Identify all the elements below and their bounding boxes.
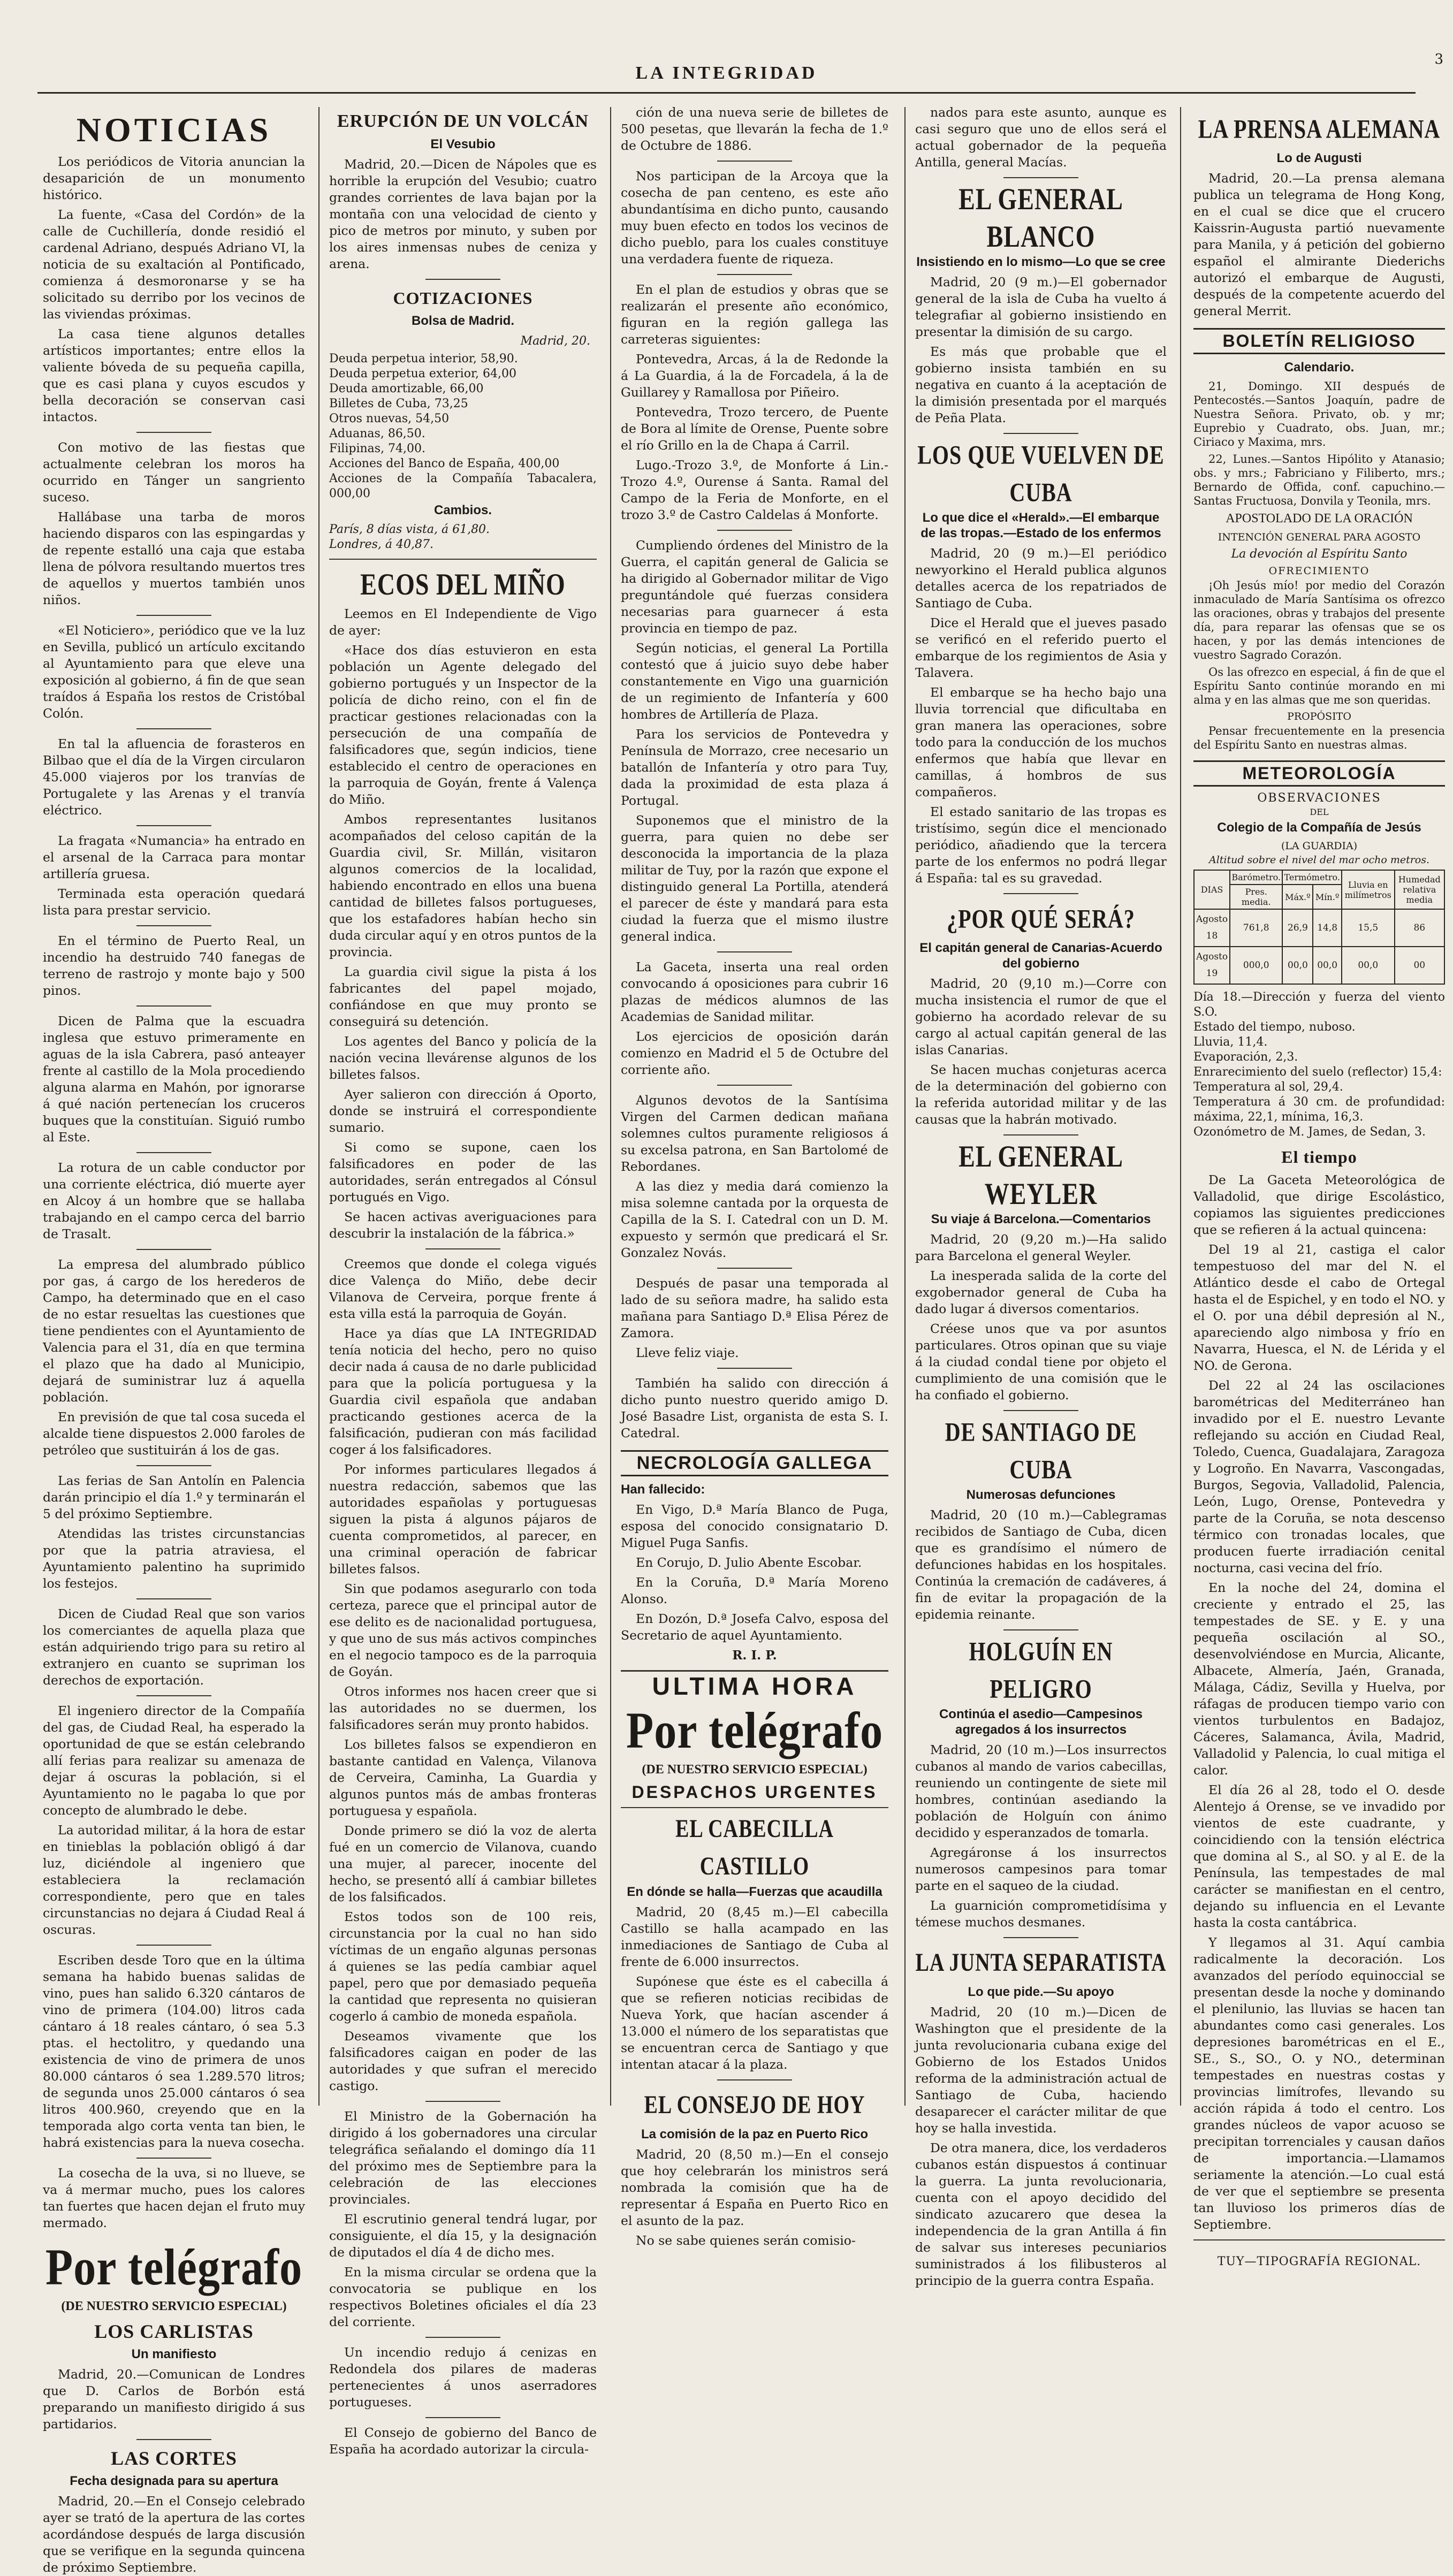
- column-divider: [1180, 107, 1181, 2106]
- separator: [136, 1945, 211, 1946]
- tiempo-title: El tiempo: [1281, 1147, 1357, 1167]
- news-paragraph: En tal la afluencia de forasteros en Bilbao que el día de la Virgen circularon 45.000 viajeros por los tranvías de Portugalete y las Arenas y el tranvía eléctrico.: [43, 736, 305, 818]
- table-cell: 761,8: [1230, 909, 1282, 947]
- ecos-paragraph: La guardia civil sigue la pista á los fabricantes del papel mojado, confiándose en que muy pronto se conseguirá su detención.: [329, 964, 597, 1029]
- news-paragraph: ción de una nueva serie de billetes de 500 pesetas, que llevarán la fecha de 1.º de Octubre de 1886.: [621, 105, 888, 153]
- calendario-entry: 22, Lunes.—Santos Hipólito y Atanasio; obs. y mrs.; Fabriciano y Filiberto, mrs.; Bernardo de Offida, conf. capuchino.—Santas Fructuosa, Donvila y Teonila, mrs.: [1193, 453, 1445, 507]
- news-paragraph: Pontevedra, Arcas, á la de Redonde la á La Guardia, á la de Forcadela, á la de Guillarey y Ramallosa por Piñeiro.: [621, 352, 888, 400]
- separator: [717, 1085, 792, 1086]
- observaciones-label: OBSERVACIONES: [1257, 791, 1381, 805]
- carlistas-title: LOS CARLISTAS: [94, 2321, 254, 2342]
- separator: [621, 1807, 888, 1808]
- tiempo-paragraph: Del 19 al 21, castiga el calor tempestuoso del mar del N. el Atlántico desde el cabo de Ortegal hasta el de Espichel, y en todo el NO. y el O. por una débil depresión al N., apareciendo algo nimbosa y frío en Navarra, Huesca, el N. de Lérida y el NO. de Gerona.: [1193, 1242, 1445, 1373]
- news-paragraph: La fragata «Numancia» ha entrado en el arsenal de la Carraca para montar artillería gruesa.: [43, 833, 305, 881]
- separator: [1003, 177, 1078, 178]
- quote-row: Aduanas, 86,50.: [329, 427, 425, 440]
- volcan-title: ERUPCIÓN DE UN VOLCÁN: [337, 111, 589, 131]
- meteorologia-title: METEOROLOGÍA: [1193, 760, 1445, 787]
- separator: [1003, 433, 1078, 434]
- column-4: [915, 104, 1167, 2288]
- ecos-paragraph: Estos todos son de 100 reis, circunstancia por la cual no han sido víctimas de un engaño algunas personas á quienes se las pedía cambiar aquel papel, pero que por demasiado pequeña la cantidad que representa no quisieran cogerlo á cambio de moneda española.: [329, 1909, 597, 2024]
- ecos-paragraph: Se hacen activas averiguaciones para descubrir la instalación de la fábrica.»: [329, 1209, 597, 1241]
- news-paragraph: Algunos devotos de la Santísima Virgen del Carmen dedican mañana solemnes cultos puramente religiosos á su excelsa patrona, en San Bartolomé de Rebordanes.: [621, 1093, 888, 1174]
- separator: [136, 825, 211, 826]
- vuelven-subtitle: Lo que dice el «Herald».—El embarque de las tropas.—Estado de los enfermos: [921, 510, 1161, 540]
- ecos-paragraph: Por informes particulares llegados á nuestra redacción, sabemos que las autoridades españolas y portuguesas siguen la pista á algunos pájaros de cuenta comprometidos, al parecer, en una criminal operación de fabricar billetes falsos.: [329, 1462, 597, 1576]
- table-header-termometro: Termómetro.: [1282, 870, 1342, 885]
- ecos-paragraph: Leemos en El Independiente de Vigo de ayer:: [329, 606, 597, 638]
- news-paragraph: Dicen de Palma que la escuadra inglesa que estuvo primeramente en aguas de la isla Cabrera, pasó anteayer frente al castillo de la Mola procediendo alguna alarma en Mahón, por ignorarse á qué nación pertenecían los cruceros buques que la constituían. Siguió rumbo al Este.: [43, 1013, 305, 1145]
- table-header-lluvia: Lluvia en milímetros: [1342, 870, 1395, 909]
- consejo-title: EL CONSEJO DE HOY: [644, 2091, 865, 2120]
- table-cell: 00,0: [1342, 947, 1395, 984]
- news-paragraph: La autoridad militar, á la hora de estar en tinieblas la población obligó á dar luz, diciéndole al ingeniero que estableciera la reclamación correspondiente, pero que en tales circunstancias no dejara á Ciudad Real á oscuras.: [43, 1823, 305, 1937]
- table-row: [1194, 947, 1444, 984]
- meteo-line: Evaporación, 2,3.: [1193, 1050, 1298, 1064]
- cortes-body: Madrid, 20.—En el Consejo celebrado ayer se trató de la apertura de las cortes acordándose después de larga discusión que se verifique en la segunda quincena de próximo Septiembre.: [43, 2494, 305, 2575]
- separator: [136, 432, 211, 433]
- weyler-paragraph: La inesperada salida de la corte del exgobernador general de Cuba ha dado lugar á diversos comentarios.: [915, 1268, 1167, 1316]
- table-cell: 000,0: [1230, 947, 1282, 984]
- apostolado-title: APOSTOLADO DE LA ORACIÓN: [1226, 512, 1413, 525]
- cambios-title: Cambios.: [433, 503, 492, 517]
- ecos-paragraph: Deseamos vivamente que los falsificadores caigan en poder de las autoridades y que sufran el merecido castigo.: [329, 2029, 597, 2093]
- news-paragraph: Los ejercicios de oposición darán comienzo en Madrid el 5 de Octubre del corriente año.: [621, 1029, 888, 1077]
- weyler-title: EL GENERAL WEYLER: [958, 1139, 1123, 1211]
- junta-subtitle: Lo que pide.—Su apoyo: [968, 1985, 1114, 1999]
- separator: [1003, 1937, 1078, 1938]
- ecos-paragraph: «Hace dos días estuvieron en esta población un Agente delegado del gobierno portugués y un Inspector de la policía de dicho reino, con el fin de practicar gestiones relacionadas con la persecución de una compañía de falsificadores que, según indicios, tiene establecido el centro de operaciones en la parroquia de Goyán, frente á Valença do Miño.: [329, 643, 597, 807]
- tiempo-paragraph: Del 22 al 24 las oscilaciones barométricas del Mediterráneo han invadido por el E. nuestro Levante reflejando su acción en Ciudad Real, Toledo, Cuenca, Guadalajara, Zaragoza y Logroño. En Navarra, Vascongadas, Burgos, Segovia, Valladolid, Palencia, León, Lugo, Orense, Pontevedra y parte de la Coruña, se nota descenso térmico con tronadas locales, que producen fuerte irradiación cenital nocturna, casi vecina del frío.: [1193, 1378, 1445, 1575]
- santiago-subtitle: Numerosas defunciones: [966, 1488, 1116, 1502]
- ecos-paragraph: Ayer salieron con dirección á Oporto, donde se instruirá el correspondiente sumario.: [329, 1087, 597, 1135]
- volcan-body: Madrid, 20.—Dicen de Nápoles que es horrible la erupción del Vesubio; cuatro grandes corrientes de lava bajan por la montaña con una velocidad de ciento y pico de metros por minuto, y suben por los aires inmensas nubes de ceniza y arena.: [329, 157, 597, 271]
- meteo-line: Temperatura al sol, 29,4.: [1193, 1080, 1343, 1094]
- castillo-subtitle: En dónde se halla—Fuerzas que acaudilla: [627, 1885, 883, 1899]
- separator: [1003, 1410, 1078, 1411]
- ultima-telegraph: Por telégrafo: [626, 1702, 884, 1759]
- cortes-subtitle: Fecha designada para su apertura: [70, 2474, 278, 2488]
- boletin-title: BOLETÍN RELIGIOSO: [1193, 328, 1445, 354]
- table-header-humedad: Humedad relativa media: [1395, 870, 1444, 909]
- meteo-line: Ozonómetro de M. James, de Sedan, 3.: [1193, 1125, 1426, 1139]
- meteo-line: Estado del tiempo, nuboso.: [1193, 1020, 1356, 1034]
- telegraph-heading: Por telégrafo: [45, 2238, 303, 2296]
- ecos-paragraph: Donde primero se dió la voz de alerta fué en un comercio de Vilanova, cuando una mujer, al parecer, inocente del hecho, se presentó allí á cambiar billetes de los falsificados.: [329, 1823, 597, 1904]
- quote-row: Filipinas, 74,00.: [329, 442, 426, 455]
- separator: [136, 1465, 211, 1466]
- separator: [717, 2079, 792, 2080]
- cortes-title: LAS CORTES: [111, 2448, 237, 2469]
- guardia-label: (LA GUARDIA): [1281, 840, 1358, 852]
- separator: [136, 1005, 211, 1007]
- porque-subtitle: El capitán general de Canarias-Acuerdo del gobierno: [919, 941, 1162, 971]
- consejo-paragraph: No se sabe quienes serán comisio-: [636, 2233, 856, 2248]
- news-paragraph: En previsión de que tal cosa suceda el alcalde tiene dispuestos 2.000 faroles de petróleo que sustituirán á los de gas.: [43, 1409, 305, 1458]
- news-paragraph: Hallábase una tarba de moros haciendo disparos con las espingardas y de repente estalló una caja que estaba llena de pólvora resultando muertos tres de aquellos y muertos también unos niños.: [43, 509, 305, 607]
- consejo-paragraph: Madrid, 20 (8,50 m.)—En el consejo que hoy celebrarán los ministros será nombrada la comisión que ha de representar á España en Puerto Rico en el asunto de la paz.: [621, 2147, 888, 2228]
- tiempo-paragraph: En la noche del 24, domina el creciente y entrado el 25, las tempestades de SE. y E. y una pequeña oscilación al SO., desenvolviéndose en Murcia, Alicante, Albacete, Almería, Jaén, Granada, Málaga, Cádiz, Sevilla y Huelva, por ráfagas de producen tiempo vario con vientos turbulentos en Badajoz, Cáceres, Salamanca, Ávila, Madrid, Valladolid y Palencia, lo cual mitiga el calor.: [1193, 1580, 1445, 1778]
- news-paragraph: Terminada esta operación quedará lista para prestar servicio.: [43, 886, 305, 918]
- newspaper-title: LA INTEGRIDAD: [635, 63, 818, 83]
- news-paragraph: Escriben desde Toro que en la última semana ha habido buenas salidas de vino, pues han salido 6.320 cántaros de vino de primera (104.00) litros cada cántaro á 18 reales cántaro, ó sea 5.3 ptas. el hectolitro, y quedando una existencia de vino de primera de unos 80.000 cántaros ó sea 1.289.570 litros; de segunda unos 25.000 cántaros ó sea litros 400.960, creyendo que en la temporada algo corta venta tan bien, le habrá existencias para la nueva cosecha.: [43, 1953, 305, 2150]
- table-cell: 00,0: [1313, 947, 1342, 984]
- necrologia-title: NECROLOGÍA GALLEGA: [621, 1450, 888, 1476]
- meteo-line: Lluvia, 11,4.: [1193, 1035, 1268, 1049]
- news-paragraph: Según noticias, el general La Portilla contestó que á juicio suyo debe haber constantemente en Vigo una guarnición de un regimiento de Infantería y 600 hombres de Artillería de Plaza.: [621, 641, 888, 722]
- prensa-body: Madrid, 20.—La prensa alemana publica un telegrama de Hong Kong, en el cual se dice que el crucero Kaissrin-Augusta partió nuevamente para Manila, y á petición del gobierno español el almirante Diederichs autorizó el embarque de Augusti, después de la competente acuerdo del general Merrit.: [1193, 171, 1445, 318]
- vuelven-paragraph: Dice el Herald que el jueves pasado se verificó en el referido puerto el embarque de los regimientos de Asia y Talavera.: [915, 615, 1167, 680]
- ecos-paragraph: Creemos que donde el colega vigués dice Valença do Miño, debe decir Vilanova de Cerveira, porque frente á esta villa está la parroquia de Goyán.: [329, 1256, 597, 1321]
- news-paragraph: En el término de Puerto Real, un incendio ha destruido 740 fanegas de terreno de rastrojo y monte bajo y 500 pinos.: [43, 933, 305, 998]
- necrologia-entry: En la Coruña, D.ª María Moreno Alonso.: [621, 1575, 888, 1606]
- table-cell: 00: [1395, 947, 1444, 984]
- news-paragraph: También ha salido con dirección á dicho punto nuestro querido amigo D. José Basadre List, organista de esta S. I. Catedral.: [621, 1376, 888, 1441]
- quote-row: Otros nuevas, 54,50: [329, 412, 450, 425]
- necrologia-intro: Han fallecido:: [621, 1482, 705, 1497]
- vuelven-paragraph: El embarque se ha hecho bajo una lluvia torrencial que dificultaba en gran manera las operaciones, sobre todo para la conducción de los muchos enfermos que había que llevar en camillas, á hombros de sus compañeros.: [915, 685, 1167, 799]
- porque-title: ¿POR QUÉ SERÁ?: [947, 903, 1135, 934]
- table-header-min: Mín.º: [1313, 885, 1342, 909]
- cambio-row: París, 8 días vista, á 61,80.: [329, 523, 490, 536]
- news-paragraph: Nos participan de la Arcoya que la cosecha de pan centeno, es este año abundantísima en dicho punto, causando muy buen efecto en todos los vecinos de dicho pueblo, para los cuales constituye una verdadera fuente de riqueza.: [621, 169, 888, 266]
- cambio-row: Londres, á 40,87.: [329, 538, 434, 551]
- ultima-hora-banner: ULTIMA HORA: [652, 1672, 857, 1700]
- meteo-line: Temperatura á 30 cm. de profundidad: máxima, 22,1, mínima, 16,3.: [1193, 1095, 1445, 1124]
- table-cell: 26,9: [1282, 909, 1313, 947]
- despachos-urgentes: DESPACHOS URGENTES: [632, 1782, 878, 1802]
- news-paragraph: Cumpliendo órdenes del Ministro de la Guerra, el capitán general de Galicia se ha dirigido al Gobernador militar de Vigo preguntándole qué fuerzas considera necesarias para guarnecer á esta provincia en tiempo de paz.: [621, 538, 888, 636]
- separator: [1003, 893, 1078, 894]
- separator: [425, 2417, 500, 2418]
- intencion-label: INTENCIÓN GENERAL PARA AGOSTO: [1218, 531, 1421, 543]
- ultima-service: (DE NUESTRO SERVICIO ESPECIAL): [642, 1763, 868, 1777]
- cotizaciones-list: [329, 352, 597, 501]
- quote-row: Deuda perpetua interior, 58,90.: [329, 352, 518, 365]
- holguin-paragraph: La guarnición comprometidísima y témese muchos desmanes.: [915, 1898, 1167, 1930]
- telegraph-service: (DE NUESTRO SERVICIO ESPECIAL): [61, 2299, 287, 2313]
- ecos-paragraph: El escrutinio general tendrá lugar, por consiguiente, el día 15, y la designación de diputados el día 4 de dicho mes.: [329, 2212, 597, 2260]
- news-paragraph: Después de pasar una temporada al lado de su señora madre, ha salido esta mañana para Santiago D.ª Elisa Pérez de Zamora.: [621, 1276, 888, 1340]
- quote-row: Billetes de Cuba, 73,25: [329, 397, 468, 410]
- news-paragraph: Para los servicios de Pontevedra y Península de Morrazo, cree necesario un batallón de Infantería y otro para Tuy, dada la proximidad de esta plaza á Portugal.: [621, 727, 888, 808]
- table-cell: 15,5: [1342, 909, 1395, 947]
- meteo-line: Enrarecimiento del suelo (reflector) 15,4:: [1193, 1065, 1442, 1079]
- calendario-entry: 21, Domingo. XII después de Pentecostés.—Santos Joaquín, padre de Nuestra Señora. Privato, ob. y mr; Euprebio y Cuadrato, obs. Juan, mr.; Ciriaco y Maxima, mrs.: [1193, 380, 1445, 448]
- meteo-line: Día 18.—Dirección y fuerza del viento S.O.: [1193, 990, 1445, 1019]
- ecos-paragraph: Un incendio redujo á cenizas en Redondela dos pilares de maderas pertenecientes á unos aserradores portugueses.: [329, 2345, 597, 2410]
- news-paragraph: Suponemos que el ministro de la guerra, para quien no debe ser desconocida la importancia de la plaza militar de Tuy, por la razón que expone el distinguido general La Portilla, atenderá el parecer de éste y mandará para esta ciudad la fuerza que el mismo ilustre general indica.: [621, 813, 888, 944]
- carlistas-subtitle: Un manifiesto: [131, 2347, 217, 2361]
- separator: [1193, 2239, 1445, 2240]
- separator: [425, 1248, 500, 1249]
- quote-row: Deuda perpetua exterior, 64,00: [329, 367, 517, 380]
- news-paragraph: A las diez y media dará comienzo la misa solemne cantada por la orquesta de Capilla de la S. I. Catedral con un D. M. expuesto y sermón que predicará el Sr. Gonzalez Novás.: [621, 1179, 888, 1260]
- colegio-label: Colegio de la Compañía de Jesús: [1217, 820, 1421, 835]
- column-divider: [610, 107, 611, 2106]
- table-row: [1194, 909, 1444, 947]
- separator: [1003, 1629, 1078, 1630]
- del-label: DEL: [1310, 807, 1329, 817]
- ecos-paragraph: El Ministro de la Gobernación ha dirigido á los gobernadores una circular telegráfica señalando el domingo día 11 del próximo mes de Septiembre para la celebración de las elecciones provinciales.: [329, 2109, 597, 2207]
- ecos-title: ECOS DEL MIÑO: [360, 567, 566, 601]
- separator: [717, 161, 792, 162]
- separator: [425, 2101, 500, 2102]
- calendario-heading: Calendario.: [1284, 360, 1355, 375]
- quote-row: Acciones de la Compañía Tabacalera, 000,00: [329, 472, 597, 500]
- holguin-paragraph: Madrid, 20 (10 m.)—Los insurrectos cubanos al mando de varios cabecillas, reuniendo un contingente de siete mil hombres, continúan asediando la población de Holguín con ánimo decidido y esperanzados de tomarla.: [915, 1742, 1167, 1840]
- ecos-paragraph: Sin que podamos asegurarlo con toda certeza, parece que el principal autor de ese delito es de nacionalidad portuguesa, y que uno de sus más activos compinches en el negocio tampoco es de la parroquia de Goyán.: [329, 1581, 597, 1679]
- news-paragraph: La empresa del alumbrado público por gas, á cargo de los herederos de Campo, ha determinado que en el caso de no estar resueltas las cuestiones que tiene pendientes con el Ayuntamiento de Valencia para el 31, día en que termina el plazo que ha dado al Municipio, dejará de suministrar luz á aquella población.: [43, 1257, 305, 1405]
- ecos-paragraph: Hace ya días que LA INTEGRIDAD tenía noticia del hecho, pero no quiso decir nada á causa de no darle publicidad para que la policía portuguesa y la Guardia civil española que andaban practicando gestiones acerca de la falsificación, pudieran con más facilidad coger á los falsificadores.: [329, 1326, 597, 1457]
- ecos-paragraph: Si como se supone, caen los falsificadores en poder de las autoridades, serán entregados al Cónsul portugués en Vigo.: [329, 1140, 597, 1205]
- holguin-title: HOLGUÍN EN PELIGRO: [969, 1636, 1113, 1704]
- news-paragraph: El ingeniero director de la Compañía del gas, de Ciudad Real, ha esperado la oportunidad de que se están celebrando allí ferias para realizar su amenaza de dejar á oscuras la población, si el Ayuntamiento no le pagaba lo que por concepto de alumbrado le debe.: [43, 1703, 305, 1818]
- weather-table: [1193, 870, 1445, 985]
- blanco-subtitle: Insistiendo en lo mismo—Lo que se cree: [916, 255, 1166, 269]
- news-paragraph: Los periódicos de Vitoria anuncian la desaparición de un monumento histórico.: [43, 154, 305, 202]
- proposito-label: PROPÓSITO: [1287, 711, 1351, 722]
- blanco-title: EL GENERAL BLANCO: [958, 181, 1123, 254]
- blanco-paragraph: Madrid, 20 (9 m.)—El gobernador general de la isla de Cuba ha vuelto á telegrafiar al gobierno insistiendo en presentar la dimisión de su cargo.: [915, 275, 1167, 339]
- separator: [136, 925, 211, 926]
- cotizaciones-title: COTIZACIONES: [393, 288, 533, 308]
- blanco-paragraph: Es más que probable que el gobierno insista también en su negativa en cuanto á la aceptación de la dimisión presentada por el marqués de Peña Plata.: [915, 344, 1167, 425]
- cotizaciones-dateline: Madrid, 20.: [520, 334, 590, 348]
- weyler-paragraph: Madrid, 20 (9,20 m.)—Ha salido para Barcelona el general Weyler.: [915, 1232, 1167, 1263]
- junta-paragraph: De otra manera, dice, los verdaderos cubanos están dispuestos á continuar la guerra. La junta revolucionaria, cuenta con el apoyo decidido del sindicato azucarero que desea la independencia de la gran Antilla á fin de salvar sus intereses pecuniarios suministrados á los filibusteros al principio de la guerra contra España.: [915, 2140, 1167, 2288]
- table-header-barometro: Barómetro.: [1230, 870, 1282, 885]
- prensa-subtitle: Lo de Augusti: [1276, 151, 1362, 165]
- news-paragraph: La rotura de un cable conductor por una corriente eléctrica, dió muerte ayer en Alcoy á un hombre que se hallaba trabajando en el campo cerca del barrio de Trasalt.: [43, 1160, 305, 1241]
- news-paragraph: Con motivo de las fiestas que actualmente celebran los moros ha ocurrido en Tánger un sangriento suceso.: [43, 440, 305, 505]
- ecos-paragraph: Los agentes del Banco y policía de la nación vecina llevárense algunos de los billetes falsos.: [329, 1034, 597, 1082]
- news-paragraph: Pontevedra, Trozo tercero, de Puente de Bora al límite de Orense, Puente sobre el río Grillo en la de Chapa á Carril.: [621, 405, 888, 453]
- separator: [717, 1368, 792, 1369]
- printer-footer: TUY—TIPOGRAFÍA REGIONAL.: [1217, 2255, 1421, 2268]
- table-cell: 86: [1395, 909, 1444, 947]
- quote-row: Deuda amortizable, 66,00: [329, 382, 484, 395]
- castillo-paragraph: Supónese que éste es el cabecilla á que se refieren noticias recibidas de Nueva York, que hacían ascender á 13.000 el número de los separatistas que se encuentran cerca de Santiago y que intentan atacar á la plaza.: [621, 1974, 888, 2072]
- news-paragraph: La fuente, «Casa del Cordón» de la calle de Cuchillería, donde residió el cardenal Adriano, después Adriano VI, la noticia de su exaltación al Pontificado, comienza á desmoronarse y se ha solicitado su derribo por los vecinos de las viviendas próximas.: [43, 207, 305, 322]
- header-divider: [37, 92, 1416, 94]
- news-paragraph: Lleve feliz viaje.: [636, 1345, 739, 1360]
- proposito-text: Pensar frecuentemente en la presencia del Espíritu Santo en nuestras almas.: [1193, 725, 1445, 751]
- column-divider: [904, 107, 906, 2106]
- ofrecimiento-label: OFRECIMIENTO: [1268, 565, 1370, 577]
- necrologia-entry: En Dozón, D.ª Josefa Calvo, esposa del Secretario de aquel Ayuntamiento.: [621, 1611, 888, 1643]
- separator: [717, 1268, 792, 1269]
- table-header-presion: Pres. media.: [1230, 885, 1282, 909]
- separator: [1003, 1134, 1078, 1135]
- ecos-paragraph: Los billetes falsos se expendieron en bastante cantidad en Valença, Vilanova de Cerveira, Caminha, La Guardia y algunos puntos más de ambas fronteras portuguesa y española.: [329, 1737, 597, 1818]
- separator: [136, 1249, 211, 1250]
- separator: [136, 1695, 211, 1696]
- ecos-paragraph: El Consejo de gobierno del Banco de España ha acordado autorizar la circula-: [329, 2425, 597, 2457]
- news-paragraph: Dicen de Ciudad Real que son varios los comerciantes de aquella plaza que están adquiriendo trigo para su retiro al extranjero en cuanto se supriman los derechos de exportación.: [43, 1606, 305, 1688]
- tiempo-paragraph: El día 26 al 28, todo el O. desde Alentejo á Orense, se ve invadido por vientos de este cuadrante, y coincidiendo con la tensión eléctrica que domina al S., al SO. y al E. de la Península, las tempestades de mal carácter se manifiestan en el centro, dejando su influencia en el Levante hasta la costa cantábrica.: [1193, 1782, 1445, 1930]
- column-1: [43, 104, 305, 2575]
- column-5: [1193, 104, 1445, 2268]
- separator: [717, 274, 792, 275]
- separator: [621, 1670, 888, 1672]
- holguin-paragraph: Agregáronse á los insurrectos numerosos campesinos para tomar parte en el saqueo de la ciudad.: [915, 1845, 1167, 1893]
- noticias-heading: NOTICIAS: [76, 111, 272, 149]
- separator: [136, 1152, 211, 1153]
- intencion-subtitle: La devoción al Espíritu Santo: [1231, 547, 1408, 561]
- weyler-subtitle: Su viaje á Barcelona.—Comentarios: [931, 1212, 1151, 1226]
- news-paragraph: La Gaceta, inserta una real orden convocando á oposiciones para cubrir 16 plazas de médicos alumnos de las Academias de Sanidad militar.: [621, 959, 888, 1024]
- carlistas-body: Madrid, 20.—Comunican de Londres que D. Carlos de Borbón está preparando un manifiesto dirigido á sus partidarios.: [43, 2367, 305, 2432]
- vuelven-title: LOS QUE VUELVEN DE CUBA: [917, 439, 1165, 507]
- separator: [717, 951, 792, 952]
- separator: [136, 2158, 211, 2159]
- news-paragraph: La casa tiene algunos detalles artísticos importantes; entre ellos la valiente bóveda de su pequeña capilla, que es casi plana y cuyos escudos y bella decoración se conservan casi intactos.: [43, 326, 305, 424]
- vuelven-paragraph: Madrid, 20 (9 m.)—El periódico newyorkino el Herald publica algunos detalles acerca de los repatriados de Santiago de Cuba.: [915, 546, 1167, 611]
- ecos-paragraph: En la misma circular se ordena que la convocatoria se publique en los respectivos Boletines oficiales el día 23 del corriente.: [329, 2265, 597, 2329]
- separator: [717, 530, 792, 531]
- separator: [329, 559, 597, 560]
- separator: [136, 615, 211, 616]
- separator: [425, 2337, 500, 2338]
- quote-row: Acciones del Banco de España, 400,00: [329, 457, 560, 470]
- separator: [136, 728, 211, 729]
- ecos-paragraph: Otros informes nos hacen creer que si las autoridades no se duermen, los falsificadores serán muy pronto habidos.: [329, 1684, 597, 1732]
- vuelven-paragraph: El estado sanitario de las tropas es tristísimo, según dice el mencionado periódico, añadiendo que la tercera parte de los enfermos no podrá llegar á España: tal es su gravedad.: [915, 804, 1167, 886]
- santiago-title: DE SANTIAGO DE CUBA: [945, 1416, 1137, 1484]
- rip: R. I. P.: [732, 1648, 777, 1663]
- porque-paragraph: Se hacen muchas conjeturas acerca de la determinación del gobierno con la referida autoridad militar y de las causas que la habrán motivado.: [915, 1062, 1167, 1127]
- column-2: [329, 104, 597, 2457]
- separator: [425, 279, 500, 280]
- castillo-title: EL CABECILLA CASTILLO: [675, 1815, 834, 1881]
- oracion-text: ¡Oh Jesús mío! por medio del Corazón inmaculado de María Santísima os ofrezco las oraciones, obras y trabajos del presente día, para reparar las ofensas que se os hacen, y por las demás intenciones de vuestro Sagrado Corazón.: [1193, 579, 1445, 661]
- separator: [136, 1598, 211, 1599]
- ecos-paragraph: Ambos representantes lusitanos acompañados del celoso capitán de la Guardia civil, Sr. Millán, visitaron algunos comercios de la localidad, habiendo encontrado en ellos una buena cantidad de billetes falsos portugueses, que los estafadores habían hecho sin duda circular aquí y en otros puntos de la provincia.: [329, 812, 597, 959]
- prensa-title: LA PRENSA ALEMANA: [1198, 113, 1441, 144]
- porque-paragraph: Madrid, 20 (9,10 m.)—Corre con mucha insistencia el rumor de que el gobierno ha acordado relevar de su cargo al actual capitán general de las islas Canarias.: [915, 976, 1167, 1057]
- santiago-paragraph: Madrid, 20 (10 m.)—Cablegramas recibidos de Santiago de Cuba, dicen que es grandísimo el número de defunciones habidas en los hospitales. Continúa la cremación de cadáveres, á fin de evitar la propagación de la epidemia reinante.: [915, 1507, 1167, 1622]
- column-3: [621, 104, 888, 2248]
- table-cell: Agosto 18: [1194, 909, 1230, 947]
- news-paragraph: nados para este asunto, aunque es casi seguro que uno de ellos será el actual gobernador de la pequeña Antilla, general Macías.: [915, 105, 1167, 170]
- junta-paragraph: Madrid, 20 (10 m.)—Dicen de Washington que el presidente de la junta revolucionaria cubana exige del Gobierno de los Estados Unidos reforma de la administración actual de Santiago de Cuba, haciendo desaparecer el carácter militar de que hoy se halla investida.: [915, 2005, 1167, 2136]
- oracion-text-2: Os las ofrezco en especial, á fin de que el Espíritu Santo continúe morando en mi alma y en las almas que me son queridas.: [1193, 666, 1445, 706]
- holguin-subtitle: Continúa el asedio—Campesinos agregados á los insurrectos: [939, 1707, 1143, 1737]
- table-header-dias: DIAS: [1194, 870, 1230, 909]
- cotizaciones-subtitle: Bolsa de Madrid.: [411, 314, 515, 328]
- consejo-subtitle: La comisión de la paz en Puerto Rico: [641, 2127, 869, 2141]
- news-paragraph: Lugo.-Trozo 3.º, de Monforte á Lin.-Trozo 4.º, Ourense á Santa. Ramal del Campo de la Feria de Monforte, en el trozo 3.º de Castro Caldelas á Monforte.: [621, 458, 888, 522]
- table-cell: 14,8: [1313, 909, 1342, 947]
- tiempo-paragraph: Y llegamos al 31. Aquí cambia radicalmente la decoración. Los avanzados del período equinoccial se presentan desde la noche y dominando el plenilunio, las lluvias se hacen tan abundantes como casi generales. Los depresiones barométricas en el E., SE., S., SO., O. y NO., determinan tempestades en nuestras costas y provincias limítrofes, llevando su acción rápida á todo el centro. Los grandes núcleos de vapor acuoso se precipitan torrenciales y causan daños de importancia.—Llamamos seriamente la atención.—Lo cual está de ver que el septiembre se presenta tan lluvioso los primeros días de Septiembre.: [1193, 1935, 1445, 2232]
- volcan-subtitle: El Vesubio: [430, 137, 496, 151]
- table-cell: Agosto 19: [1194, 947, 1230, 984]
- news-paragraph: Atendidas las tristes circunstancias por que la patria atraviesa, el Ayuntamiento palentino ha suprimido los festejos.: [43, 1526, 305, 1591]
- page-number: 3: [1434, 51, 1443, 67]
- noticias-body: [43, 154, 305, 2231]
- necrologia-entry: En Corujo, D. Julio Abente Escobar.: [636, 1555, 862, 1570]
- news-paragraph: Las ferias de San Antolín en Palencia darán principio el día 1.º y terminarán el 5 del próximo Septiembre.: [43, 1473, 305, 1521]
- junta-title: LA JUNTA SEPARATISTA: [915, 1948, 1167, 1977]
- column-divider: [318, 107, 319, 2106]
- tiempo-paragraph: De La Gaceta Meteorológica de Valladolid, que dirige Escolástico, copiamos las siguientes predicciones que se refieren á la actual quincena:: [1193, 1172, 1445, 1237]
- weyler-paragraph: Créese unos que va por asuntos particulares. Otros opinan que su viaje á la ciudad condal tiene por objeto el cumplimiento de una comisión que le ha confiado el gobierno.: [915, 1321, 1167, 1403]
- ecos-body: [329, 606, 597, 2458]
- separator: [136, 2439, 211, 2440]
- table-cell: 00,0: [1282, 947, 1313, 984]
- necrologia-entry: En Vigo, D.ª María Blanco de Puga, esposa del conocido consignatario D. Miguel Puga Sanfis.: [621, 1502, 888, 1550]
- table-header-max: Máx.º: [1282, 885, 1313, 909]
- page-header: [0, 0, 1453, 102]
- news-paragraph: La cosecha de la uva, si no llueve, se va á mermar mucho, pues los calores tan fuertes que hacen dejan el fruto muy mermado.: [43, 2166, 305, 2230]
- news-paragraph: «El Noticiero», periódico que ve la luz en Sevilla, publicó un artículo excitando al Ayuntamiento para que eleve una exposición al gobierno, á fin de que sean traídos á España los restos de Cristóbal Colón.: [43, 623, 305, 721]
- news-paragraph: En el plan de estudios y obras que se realizarán el presente año económico, figuran en la región gallega las carreteras siguientes:: [621, 282, 888, 347]
- castillo-paragraph: Madrid, 20 (8,45 m.)—El cabecilla Castillo se halla acampado en las inmediaciones de Santiago de Cuba al frente de 6.000 insurrectos.: [621, 1904, 888, 1969]
- altitud-label: Altitud sobre el nivel del mar ocho metros.: [1208, 854, 1430, 866]
